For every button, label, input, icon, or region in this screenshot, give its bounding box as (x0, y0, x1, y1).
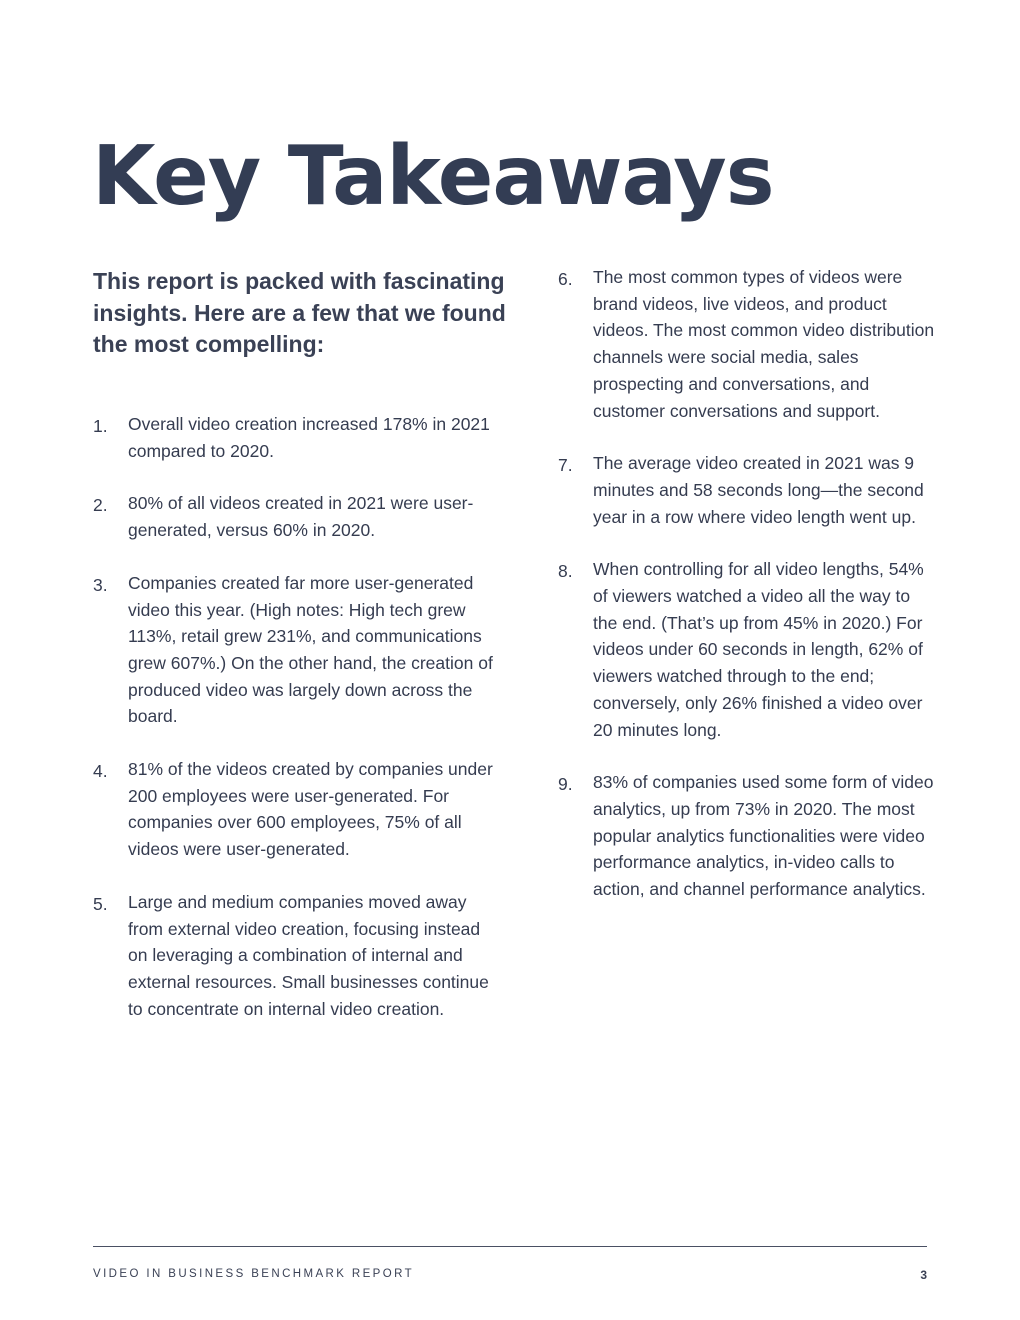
item-text: When controlling for all video lengths, 54% of viewers watched a video all the way to the end. (That’s up from 45% in 2020.) For videos under 60 seconds in length, 62% of viewers watched through to the end; conversely, only 26% finished a video over 20 minutes long. (593, 559, 924, 740)
item-text: 80% of all videos created in 2021 were user-generated, versus 60% in 2020. (128, 493, 474, 541)
item-text: 81% of the videos created by companies under 200 employees were user-generated. For companies over 600 employees, 75% of all videos were user-generated. (128, 759, 493, 860)
item-number: 4. (93, 761, 108, 782)
list-item (93, 570, 498, 730)
footer-divider (93, 1246, 927, 1247)
item-text: The most common types of videos were brand videos, live videos, and product videos. The most common video distribution channels were social media, sales prospecting and conversations, and customer conversations and support. (593, 267, 935, 421)
takeaways-list-right (558, 264, 936, 929)
page-number: 3 (920, 1268, 927, 1282)
item-text: Overall video creation increased 178% in 2021 compared to 2020. (128, 414, 490, 461)
item-number: 2. (93, 495, 108, 516)
item-text: Companies created far more user-generated video this year. (High notes: High tech grew 113%, retail grew 231%, and communications grew 607%.) On the other hand, the creation of produced video was largely down across the board. (128, 572, 493, 727)
item-text: The average video created in 2021 was 9 minutes and 58 seconds long—the second year in a row where video length went up. (593, 453, 924, 527)
item-number: 5. (93, 893, 108, 914)
item-number: 1. (93, 416, 108, 436)
list-item (558, 769, 936, 903)
list-item (93, 490, 498, 543)
list-item (558, 450, 936, 530)
item-number: 8. (558, 561, 573, 582)
intro-text: This report is packed with fascinating insights. Here are a few that we found the most compelling: (93, 268, 506, 357)
item-text: Large and medium companies moved away from external video creation, focusing instead on leveraging a combination of internal and external resources. Small businesses continue to concentrate on internal video creation. (128, 891, 489, 1019)
item-text: 83% of companies used some form of video analytics, up from 73% in 2020. The most popular analytics functionalities were video performance analytics, in-video calls to action, and channel performance analytics. (593, 772, 934, 900)
item-number: 7. (558, 455, 573, 476)
list-item (93, 411, 498, 464)
takeaways-list-left (93, 411, 498, 1048)
item-number: 6. (558, 269, 573, 289)
footer-report-title: VIDEO IN BUSINESS BENCHMARK REPORT (93, 1268, 415, 1280)
list-item (558, 264, 936, 424)
list-item (93, 889, 498, 1023)
list-item (558, 556, 936, 743)
page-title: Key Takeaways (92, 129, 774, 224)
item-number: 9. (558, 774, 573, 795)
list-item (93, 756, 498, 863)
item-number: 3. (93, 574, 108, 595)
